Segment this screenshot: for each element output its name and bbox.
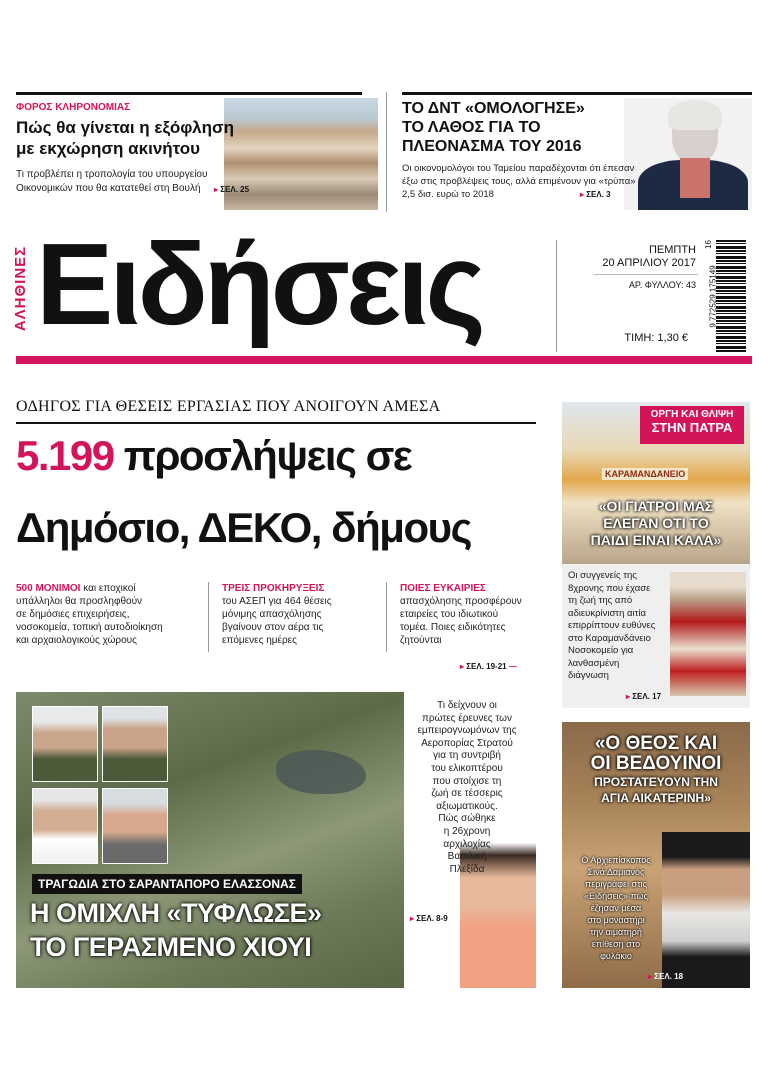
patra-body: Οι συγγενείς της 8χρονης που έχασε τη ζωή της από αδιευκρίνιστη αιτία επιρρίπτουν ευθύνες στο Καραμανδάνειο Νοσοκομείο για λανθασμένη διάγνωση [568, 570, 656, 681]
lead-story[interactable] [16, 398, 536, 676]
arrow-icon: ▸ [214, 185, 221, 194]
headline-line-2: ΤΟ ΛΑΘΟΣ ΓΙΑ ΤΟ [402, 119, 541, 136]
headline-line-1: Πώς θα γίνεται η εξόφληση [16, 118, 235, 137]
arrow-icon: ▸ [648, 972, 655, 981]
officer-portrait-1 [32, 706, 98, 782]
masthead-title: Ειδήσεις [36, 219, 482, 349]
price: ΤΙΜΗ: 1,30 € [624, 332, 688, 344]
top-rule [402, 92, 752, 95]
hospital-sign: ΚΑΡΑΜΑΝΔΑΝΕΙΟ [602, 468, 688, 480]
lead-column-2: ΤΡΕΙΣ ΠΡΟΚΗΡΥΞΕΙΣ του ΑΣΕΠ για 464 θέσεις μόνιμης απασχόλησης βγαίνουν στον αέρα τις επόμενες ημέρες [222, 583, 332, 646]
barcode [716, 240, 746, 352]
page-ref[interactable]: ▸ ΣΕΛ. 25 [214, 185, 250, 194]
top-rule [16, 92, 362, 95]
lead-column-1: 500 ΜΟΝΙΜΟΙ και εποχικοί υπάλληλοι θα προσληφθούν σε δημόσιες επιχειρήσεις, νοσοκομεία, τοπική αυτοδιοίκηση και αρχαιολογικούς χώρους [16, 583, 163, 646]
page-ref[interactable]: ▸ ΣΕΛ. 8-9 [410, 914, 448, 923]
sinai-story[interactable] [562, 722, 750, 988]
lead-number: 5.199 [16, 432, 114, 479]
arrow-icon: ▸ [626, 692, 633, 701]
headline-line-2: με εκχώρηση ακινήτου [16, 139, 201, 158]
arrow-icon: ▸ [460, 662, 467, 671]
patra-story[interactable] [562, 402, 750, 708]
page-ref[interactable]: ▸ ΣΕΛ. 19-21 — [460, 662, 517, 671]
page-ref[interactable]: ▸ ΣΕΛ. 17 [626, 692, 662, 701]
masthead-side-word: ΑΛΗΘΙΝΕΣ [12, 245, 30, 332]
page-ref[interactable]: ▸ ΣΕΛ. 3 [580, 190, 611, 199]
masthead-divider [556, 240, 557, 352]
lagarde-photo [624, 98, 752, 210]
lead-headline-line-1 [16, 432, 411, 480]
sinai-body: Ο Αρχιεπίσκοπος Σινά Δαμιανός περιγράφει στις «Ειδήσεις» πώς έζησαν μέσα στο μοναστήρι την αιματηρή επίθεση στο φυλάκιο [581, 855, 651, 961]
arrow-icon: ▸ [580, 190, 587, 199]
helicopter-story[interactable] [16, 692, 536, 988]
girl-photo [670, 572, 746, 696]
headline-line-1: ΤΟ ΔΝΤ «ΟΜΟΛΟΓΗΣΕ» [402, 100, 585, 117]
strapline-rule [16, 422, 536, 424]
officer-portrait-2 [102, 706, 168, 782]
issue-date: 20 ΑΠΡΙΛΙΟΥ 2017 [602, 257, 696, 269]
top-right-teaser[interactable] [402, 92, 752, 212]
body-line-1: Τι προβλέπει η τροπολογία του υπουργείου [16, 169, 208, 180]
barcode-suffix: 16 [703, 240, 713, 249]
patra-banner: ΟΡΓΗ ΚΑΙ ΘΛΙΨΗ ΣΤΗΝ ΠΑΤΡΑ [640, 406, 744, 444]
column-divider [208, 582, 209, 652]
body-line-3: 2,5 δισ. ευρώ το 2018 [402, 189, 494, 200]
lead-headline-line-2: Δημόσιο, ΔΕΚΟ, δήμους [16, 504, 471, 551]
lead-column-3: ΠΟΙΕΣ ΕΥΚΑΙΡΙΕΣ απασχόλησης προσφέρουν εταιρείες του ιδιωτικού τομέα. Ποιες ειδικότητες ζητούνται [400, 583, 522, 646]
issue-number: ΑΡ. ΦΥΛΛΟΥ: 43 [628, 280, 696, 290]
body-line-1: Οι οικονομολόγοι του Ταμείου παραδέχονται ότι έπεσαν [402, 163, 635, 174]
patra-quote: «ΟΙ ΓΙΑΤΡΟΙ ΜΑΣ ΕΛΕΓΑΝ ΟΤΙ ΤΟ ΠΑΙΔΙ ΕΙΝΑΙ ΚΑΛΑ» [590, 498, 722, 548]
archbishop-photo [662, 832, 750, 988]
issue-day: ΠΕΜΠΤΗ [648, 244, 696, 256]
divider [594, 274, 698, 275]
strapline: ΟΔΗΓΟΣ ΓΙΑ ΘΕΣΕΙΣ ΕΡΓΑΣΙΑΣ ΠΟΥ ΑΝΟΙΓΟΥΝ ΑΜΕΣΑ [16, 398, 441, 415]
headline-line-3: ΠΛΕΟΝΑΣΜΑ ΤΟΥ 2016 [402, 138, 582, 155]
officer-portrait-3 [32, 788, 98, 864]
body-line-2: Οικονομικών που θα κατατεθεί στη Βουλή [16, 183, 201, 194]
top-left-teaser[interactable] [16, 92, 362, 212]
officer-portrait-4 [102, 788, 168, 864]
kicker: ΦΟΡΟΣ ΚΛΗΡΟΝΟΜΙΑΣ [16, 102, 131, 113]
helicopter-headline-1: Η ΟΜΙΧΛΗ «ΤΥΦΛΩΣΕ» [30, 898, 322, 928]
column-divider [386, 582, 387, 652]
arrow-icon: ▸ [410, 914, 417, 923]
helicopter-headline-2: ΤΟ ΓΕΡΑΣΜΕΝΟ ΧΙΟΥΙ [30, 932, 312, 962]
barcode-number: 9 772529 175149 [708, 265, 718, 328]
body-line-2: έξω στις προβλέψεις τους, αλλά επιμένουν για «τρύπα» [402, 176, 636, 187]
lead-headline-rest: προσλήψεις σε [123, 432, 412, 479]
helicopter-kicker: ΤΡΑΓΩΔΙΑ ΣΤΟ ΣΑΡΑΝΤΑΠΟΡΟ ΕΛΑΣΣΟΝΑΣ [32, 874, 302, 894]
sinai-quote: «Ο ΘΕΟΣ ΚΑΙ ΟΙ ΒΕΔΟΥΙΝΟΙ ΠΡΟΣΤΑΤΕΥΟΥΝ ΤΗΝ ΑΓΙΑ ΑΙΚΑΤΕΡΙΝΗ» [590, 733, 722, 805]
page-ref[interactable]: ▸ ΣΕΛ. 18 [648, 972, 684, 981]
masthead-rule [16, 356, 752, 364]
helicopter-sidebar: Τι δείχνουν οι πρώτες έρευνες των εμπειρογνωμόνων της Αεροπορίας Στρατού για τη συντριβή του ελικοπτέρου που στοίχισε τη ζωή σε τέσσερις αξιωματικούς. Πώς σώθηκε η 26χρονη αρχιλοχίας Βασιλική Πλεξίδα [417, 700, 517, 875]
divider [386, 92, 387, 212]
masthead [12, 219, 752, 366]
